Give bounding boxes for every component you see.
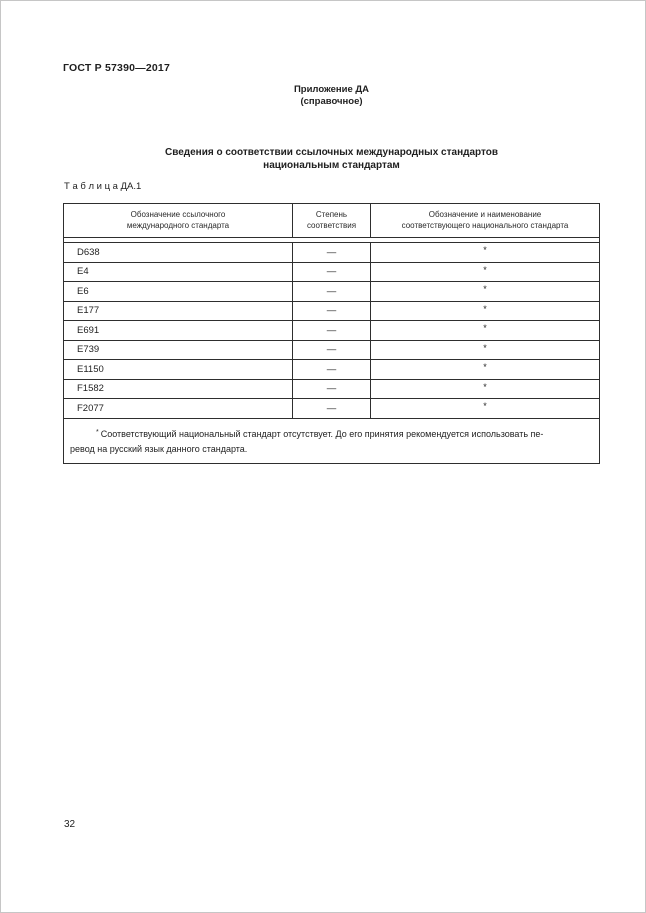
degree-cell: —	[292, 282, 370, 301]
ref-standard-cell: E4	[77, 266, 89, 278]
table-row	[64, 380, 599, 400]
table-row	[64, 360, 599, 380]
ref-standard-cell: E1150	[77, 363, 104, 375]
page-number: 32	[64, 819, 76, 830]
national-standard-cell: *	[370, 380, 599, 399]
footnote-text-line-2: ревод на русский язык данного стандарта.	[70, 443, 248, 454]
table-row	[64, 282, 599, 302]
col-header-reference-standard: Обозначение ссылочного международного стандарта	[126, 210, 230, 230]
degree-cell: —	[292, 302, 370, 321]
table-row	[64, 341, 599, 361]
table-caption: Т а б л и ц а ДА.1	[64, 181, 142, 192]
document-title	[63, 147, 600, 172]
national-standard-cell: *	[370, 399, 599, 418]
degree-cell: —	[292, 243, 370, 262]
ref-standard-cell: E691	[77, 324, 100, 336]
appendix-heading	[63, 84, 600, 108]
table-row	[64, 263, 599, 283]
national-standard-cell: *	[370, 341, 599, 360]
degree-cell: —	[292, 399, 370, 418]
appendix-label: Приложение ДА	[293, 84, 370, 95]
table-row	[64, 321, 599, 341]
table-header-row	[64, 204, 599, 237]
national-standard-cell: *	[370, 263, 599, 282]
national-standard-cell: *	[370, 360, 599, 379]
footnote-text-line-1: Соответствующий национальный стандарт отсутствует. До его принятия рекомендуется использовать пе-	[100, 428, 544, 439]
ref-standard-cell: F2077	[77, 402, 104, 414]
ref-standard-cell: E739	[77, 344, 100, 356]
degree-cell: —	[292, 321, 370, 340]
national-standard-cell: *	[370, 282, 599, 301]
national-standard-cell: *	[370, 302, 599, 321]
table-row	[64, 243, 599, 263]
ref-standard-cell: F1582	[77, 383, 104, 395]
footnote-marker: *	[96, 428, 99, 436]
degree-cell: —	[292, 360, 370, 379]
title-line-1: Сведения о соответствии ссылочных международных стандартов	[164, 147, 499, 158]
table-row	[64, 302, 599, 322]
table-footnote	[64, 419, 599, 463]
ref-standard-cell: D638	[77, 246, 100, 258]
appendix-type: (справочное)	[300, 96, 363, 107]
degree-cell: —	[292, 263, 370, 282]
national-standard-cell: *	[370, 321, 599, 340]
national-standard-cell: *	[370, 243, 599, 262]
col-header-national-standard: Обозначение и наименование соответствующего национального стандарта	[370, 204, 599, 237]
degree-cell: —	[292, 380, 370, 399]
degree-cell: —	[292, 341, 370, 360]
doc-code: ГОСТ Р 57390—2017	[63, 62, 171, 74]
ref-standard-cell: E6	[77, 285, 89, 297]
table-row	[64, 399, 599, 419]
ref-standard-cell: E177	[77, 305, 100, 317]
title-line-2: национальным стандартам	[263, 159, 400, 171]
col-header-degree: Степень соответствия	[292, 204, 370, 237]
standards-table	[63, 203, 600, 464]
